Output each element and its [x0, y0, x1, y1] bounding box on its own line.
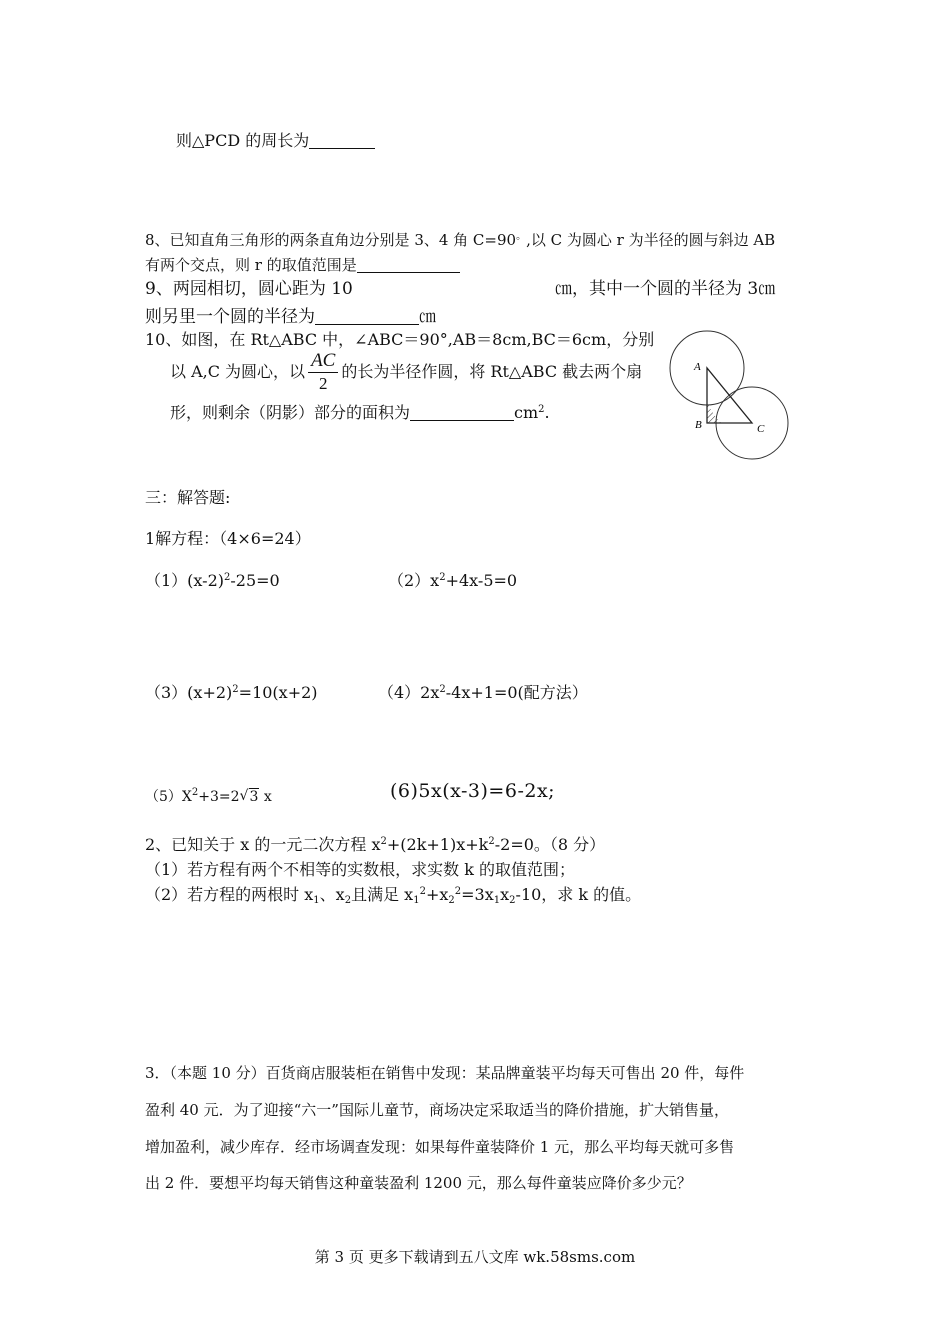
problem-2-line-2: （1）若方程有两个不相等的实数根，求实数 k 的取值范围；: [145, 860, 576, 879]
problem-3-line-2: 盈利 40 元．为了迎接“六一”国际儿童节，商场决定采取适当的降价措施，扩大销售量，: [145, 1101, 729, 1119]
question-8-line-2: 有两个交点，则 r 的取值范围是: [145, 254, 460, 275]
question-9-line-2: 则另里一个圆的半径为 ㎝: [145, 307, 436, 327]
equation-2: $(2)x^2+4x-5=0$: [388, 571, 518, 590]
question-10-line-1: 10、如图，在 Rt△ABC 中，∠ABC＝90°,AB＝8cm,BC＝6cm，分别: [145, 330, 655, 349]
question-10-line-2: 以 A,C 为圆心，以 $\frac{AC}{2}$ 的长为半径作圆，将 Rt△ABC 截去两个扇: [170, 350, 643, 393]
equation-3: $(3)(x+2)^2=10(x+2)$: [145, 683, 318, 702]
problem-2-line-1: 2、已知关于 x 的一元二次方程 $x^2+(2k+1)x+k^2-2=0$。（8 分）: [145, 835, 606, 854]
question-9-line-1-left: 9、两园相切，圆心距为 10: [145, 279, 353, 299]
answer-blank: [410, 404, 514, 421]
problem-2-line-3: （2）若方程的两根时 $x_1$、$x_2$且满足 $x_1^2+x_2^2=3x_1x_2-10$，求 k 的值。: [145, 885, 642, 906]
equation-5: $(5)X^2+3=2√$ 3 x: [145, 786, 272, 806]
equation-1: $(1)(x-2)^2-25=0$: [145, 571, 280, 590]
label-a: A: [694, 361, 701, 373]
pcd-perimeter-question: 则△PCD 的周长为: [176, 128, 375, 151]
equation-6: (6)5x(x-3)=6-2x;: [390, 780, 556, 802]
problem-3-line-1: 3．（本题 10 分）百货商店服装柜在销售中发现：某品牌童装平均每天可售出 20 件，每件: [145, 1064, 745, 1082]
equation-4: $(4)2x^2-4x+1=0$(配方法）: [378, 683, 588, 702]
section-title-answers: 三：解答题:: [145, 488, 231, 507]
sqrt-symbol: √ 3: [240, 789, 260, 805]
subsection-solve-equations: 1解方程：（4×6=24）: [145, 529, 311, 548]
problem-3-line-4: 出 2 件．要想平均每天销售这种童装盈利 1200 元，那么每件童装应降价多少元？: [145, 1174, 692, 1192]
problem-3-line-3: 增加盈利，减少库存．经市场调查发现：如果每件童装降价 1 元，那么平均每天就可多售: [145, 1138, 735, 1156]
page-footer: 第 3 页 更多下载请到五八文库 wk.58sms.com: [314, 1248, 636, 1266]
two-circles-triangle-figure: [665, 330, 795, 465]
fraction-ac-over-2: $\frac{AC}{2}$: [308, 350, 338, 395]
label-b: B: [695, 419, 702, 431]
label-c: C: [757, 423, 765, 435]
answer-blank: [315, 308, 419, 325]
question-8-line-1: 8、已知直角三角形的两条直角边分别是 3、4 角 C=90。,以 C 为圆心 r 为半径的圆与斜边 AB: [145, 231, 776, 249]
answer-blank: [357, 256, 460, 273]
question-9-line-1-right: ㎝，其中一个圆的半径为 3㎝: [555, 279, 776, 299]
question-10-line-3: 形，则剩余（阴影）部分的面积为 $cm^2$.: [170, 403, 550, 422]
answer-blank: [309, 132, 375, 149]
